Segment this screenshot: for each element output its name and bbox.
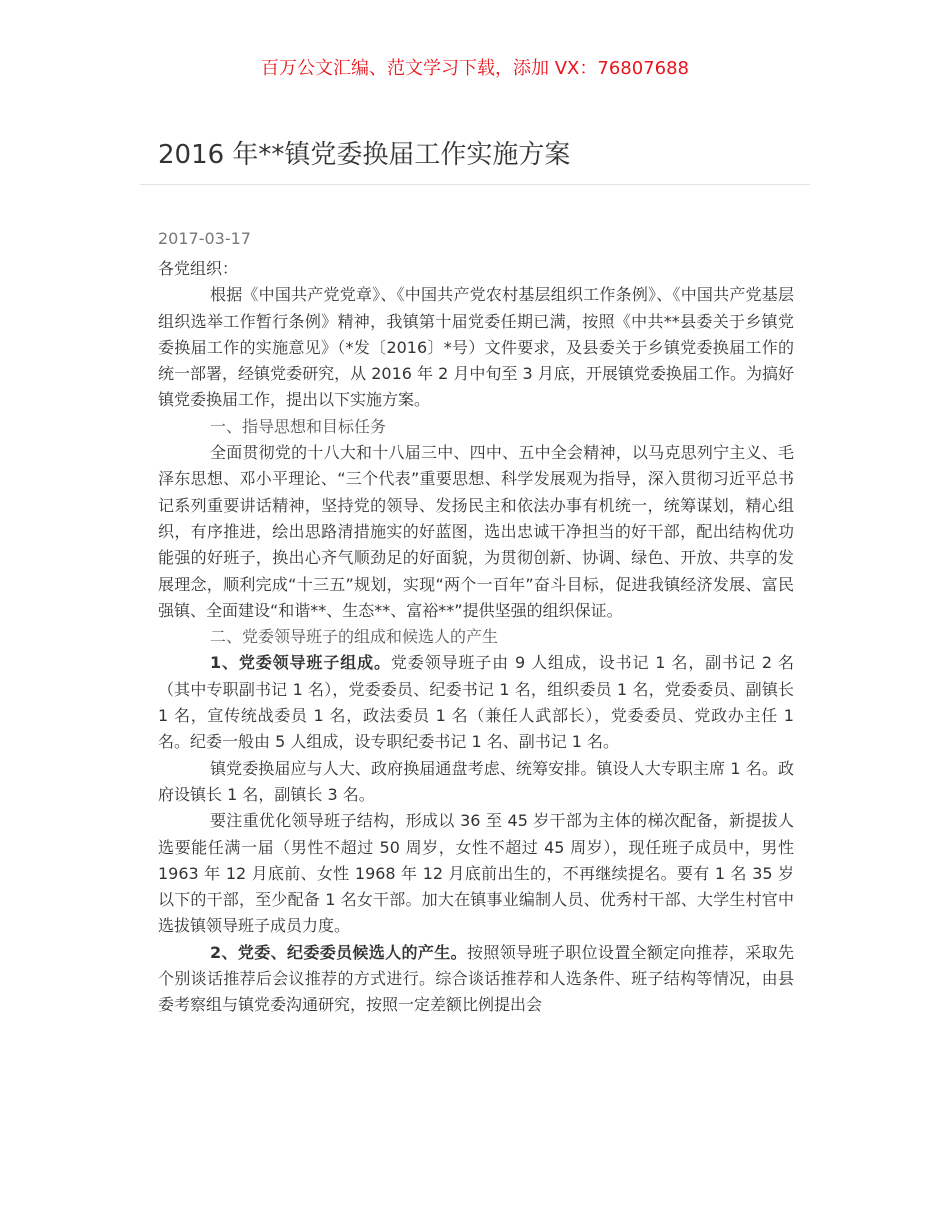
section-heading-2: 二、党委领导班子的组成和候选人的产生 [210,627,499,647]
title-divider [140,184,810,185]
promo-banner: 百万公文汇编、范文学习下载，添加 VX：76807688 [261,58,689,79]
section-heading-1: 一、指导思想和目标任务 [210,416,387,436]
subsection-1-paragraph [158,650,794,755]
people-paragraph: 镇党委换届应与人大、政府换届通盘考虑、统筹安排。镇设人大专职主席 1 名。政府设镇长 1 名，副镇长 3 名。 [158,758,794,804]
subsection-2-label: 2、党委、纪委委员候选人的产生。 [210,942,468,962]
subsection-2-paragraph [158,940,794,1019]
subsection-2-text: 按照领导班子职位设置全额定向推荐，采取先个别谈话推荐后会议推荐的方式进行。综合谈话推荐和人选条件、班子结构等情况，由县委考察组与镇党委沟通研究，按照一定差额比例提出会 [158,942,794,1015]
salutation: 各党组织： [158,259,239,278]
page-title: 2016 年**镇党委换届工作实施方案 [158,140,571,170]
publish-date: 2017-03-17 [158,229,251,248]
section-1-paragraph: 全面贯彻党的十八大和十八届三中、四中、五中全会精神，以马克思列宁主义、毛泽东思想、邓小平理论、“三个代表”重要思想、科学发展观为指导，深入贯彻习近平总书记系列重要讲话精神，坚持党的领导、发扬民主和依法办事有机统一，统筹谋划，精心组织，有序推进，绘出思路清措施实的好蓝图，选出忠诚干净担当的好干部，配出结构优功能强的好班子，换出心齐气顺劲足的好面貌，为贯彻创新、协调、绿色、开放、共享的发展理念，顺利完成“十三五”规划，实现“两个一百年”奋斗目标，促进我镇经济发展、富民强镇、全面建设“和谐**、生态**、富裕**”提供坚强的组织保证。 [158,443,794,620]
subsection-1-text: 党委领导班子由 9 人组成，设书记 1 名，副书记 2 名（其中专职副书记 1 名），党委委员、纪委书记 1 名，组织委员 1 名，党委委员、副镇长 1 名，宣传统战委员 1 名，政法委员 1 名（兼任人武部长），党委委员、党政办主任 1 名。纪委一般由 5 人组成，设专职纪委书记 1 名、副书记 1 名。 [158,653,794,752]
article-body [158,256,794,1019]
subsection-1-label: 1、党委领导班子组成。 [210,653,391,673]
intro-paragraph: 根据《中国共产党党章》、《中国共产党农村基层组织工作条例》、《中国共产党基层组织选举工作暂行条例》精神，我镇第十届党委任期已满，按照《中共**县委关于乡镇党委换届工作的实施意见》（*发〔2016〕*号）文件要求，及县委关于乡镇党委换届工作的统一部署，经镇党委研究，从 2016 年 2 月中旬至 3 月底，开展镇党委换届工作。为搞好镇党委换届工作，提出以下实施方案。 [158,285,794,410]
structure-paragraph: 要注重优化领导班子结构，形成以 36 至 45 岁干部为主体的梯次配备，新提拔人选要能任满一届（男性不超过 50 周岁，女性不超过 45 周岁），现任班子成员中，男性 1963 年 12 月底前、女性 1968 年 12 月底前出生的，不再继续提名。要有 1 名 35 岁以下的干部，至少配备 1 名女干部。加大在镇事业编制人员、优秀村干部、大学生村官中选拔镇领导班子成员力度。 [158,811,794,936]
